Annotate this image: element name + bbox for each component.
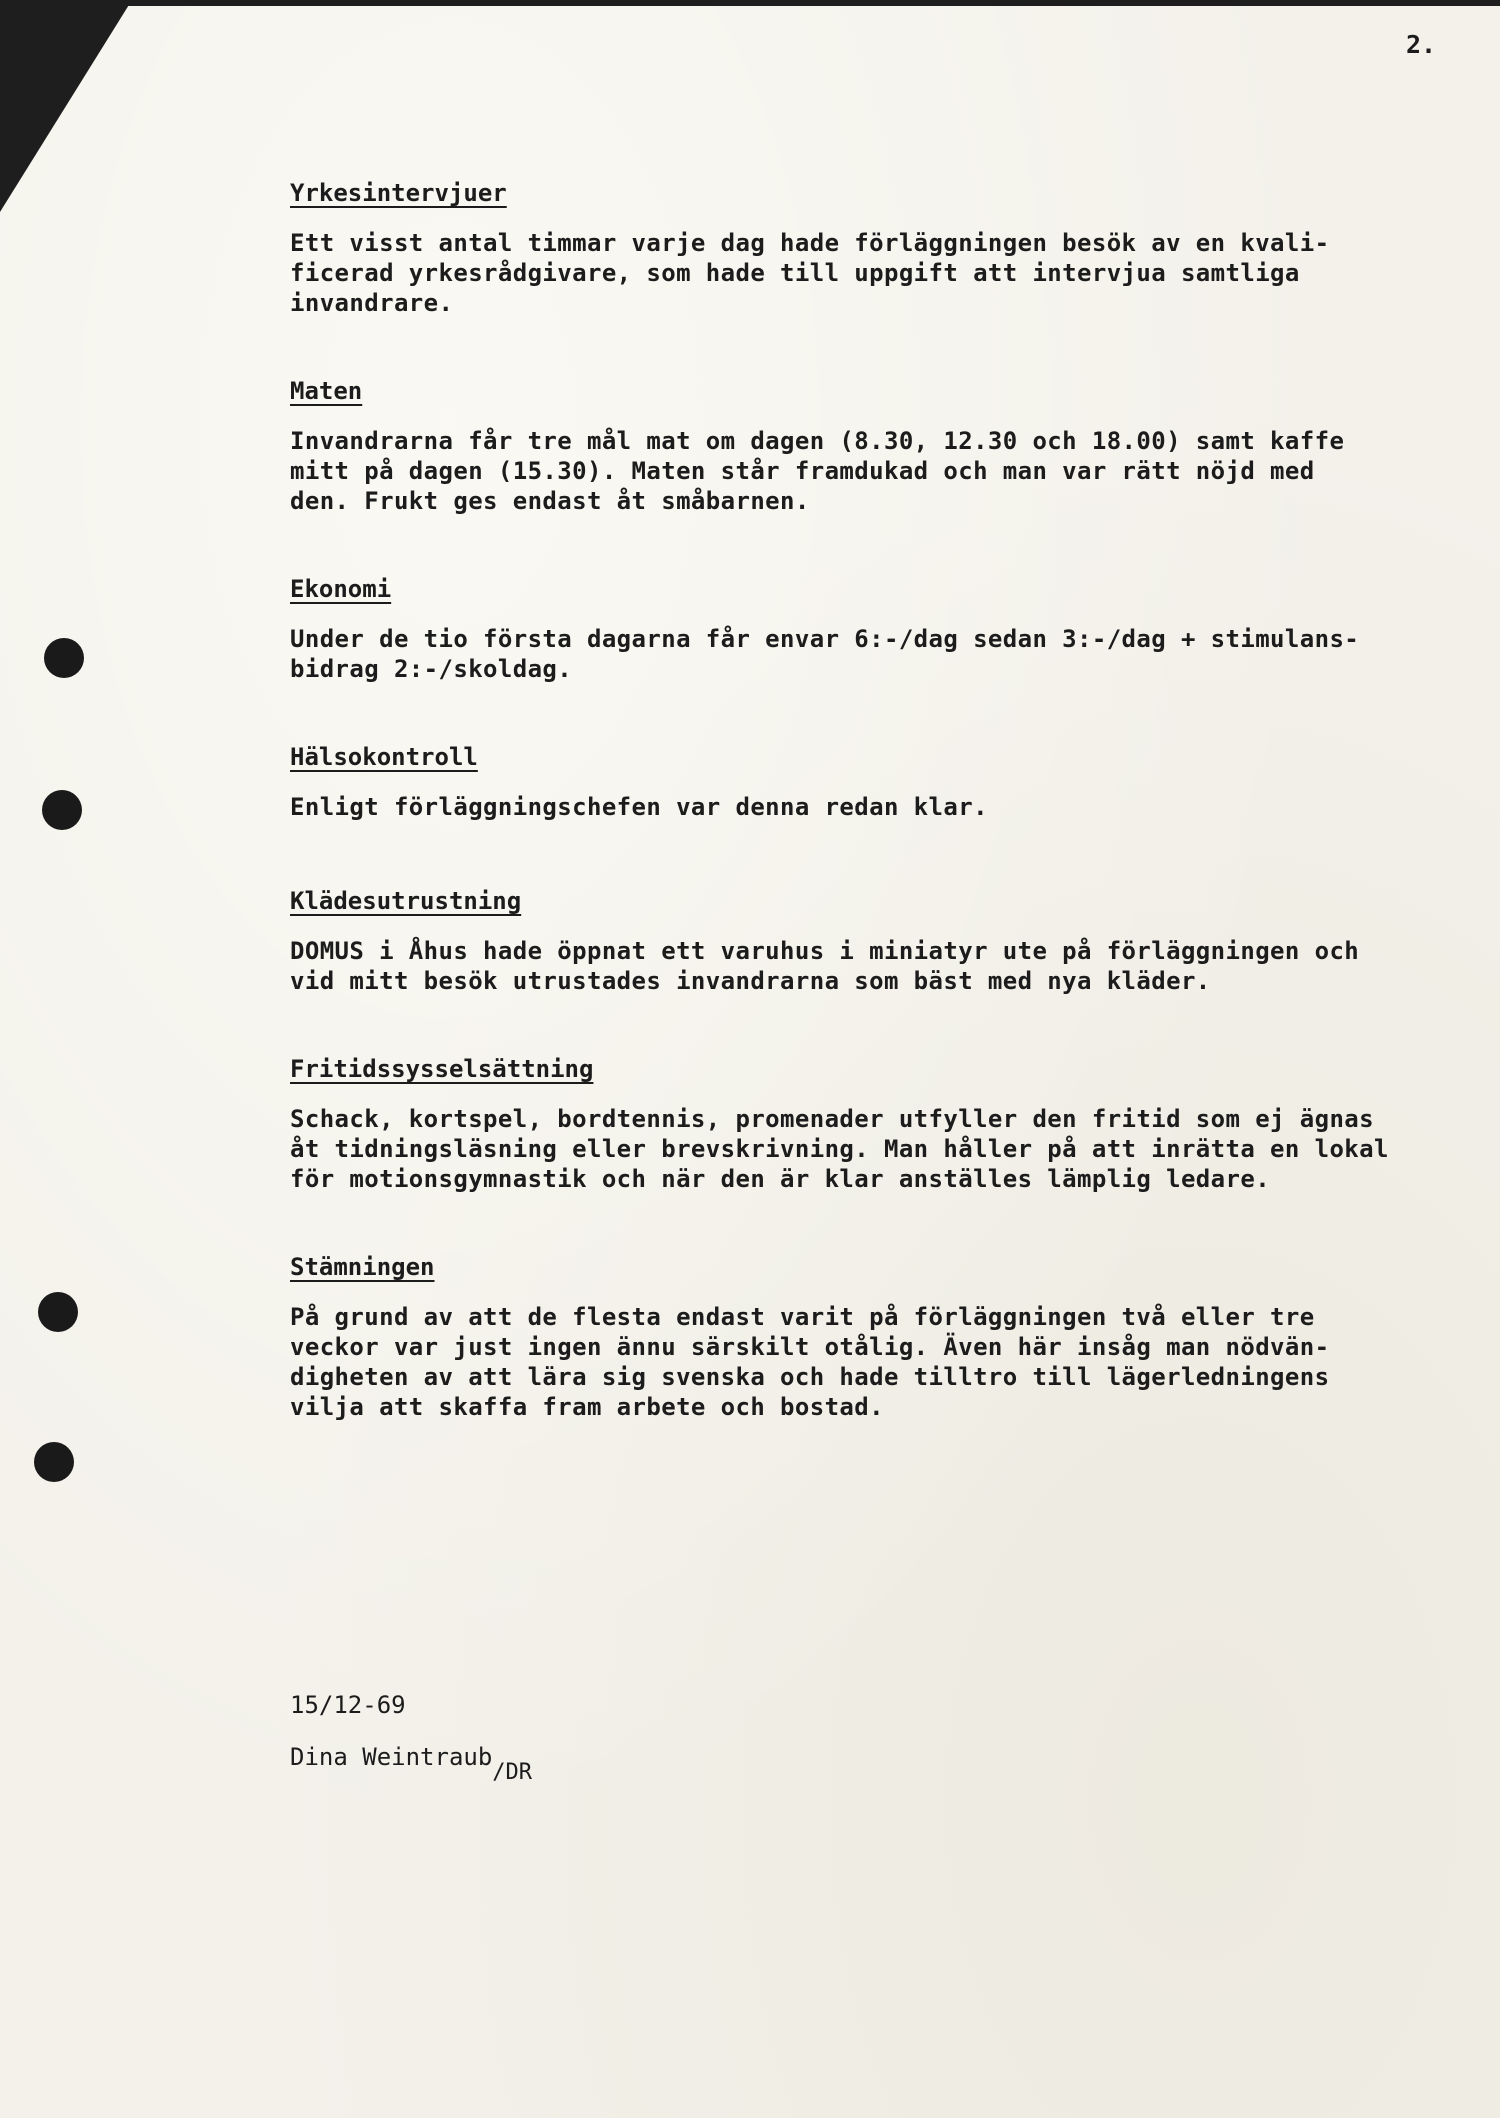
punch-hole	[44, 638, 84, 678]
section-heading: Klädesutrustning	[290, 887, 522, 915]
section-heading: Stämningen	[290, 1253, 435, 1281]
punch-hole	[34, 1442, 74, 1482]
section-kladesutrustning	[290, 884, 1440, 996]
section-text: Under de tio första dagarna får envar 6:-/dag sedan 3:-/dag + stimulans- bidrag 2:-/skoldag.	[290, 625, 1360, 683]
section-text: Schack, kortspel, bordtennis, promenader utfyller den fritid som ej ägnas åt tidningsläsning eller brevskrivning. Man håller på att inrätta en lokal för motionsgymnastik och när den är klar anställes lämplig ledare.	[290, 1105, 1389, 1193]
punch-hole	[38, 1292, 78, 1332]
section-heading: Maten	[290, 377, 363, 405]
section-text: Invandrarna får tre mål mat om dagen (8.30, 12.30 och 18.00) samt kaffe mitt på dagen (15.30). Maten står framdukad och man var rätt nöjd med den. Frukt ges endast åt småbarnen.	[290, 427, 1345, 515]
section-maten	[290, 374, 1440, 516]
section-text: DOMUS i Åhus hade öppnat ett varuhus i miniatyr ute på förläggningen och vid mitt besök utrustades invandrarna som bäst med nya kläder.	[290, 937, 1360, 995]
signature-name: Dina Weintraub	[290, 1743, 493, 1771]
signature-initials: /DR	[492, 1760, 533, 1785]
section-yrkesintervjuer	[290, 176, 1440, 318]
section-halsokontroll	[290, 740, 1440, 822]
section-heading: Hälsokontroll	[290, 743, 478, 771]
scan-top-edge	[0, 0, 1500, 6]
signature-date: 15/12-69	[290, 1691, 406, 1719]
punch-hole	[42, 790, 82, 830]
section-text: Enligt förläggningschefen var denna redan klar.	[290, 793, 988, 821]
folded-corner	[0, 0, 132, 212]
section-text: På grund av att de flesta endast varit på förläggningen två eller tre veckor var just ingen ännu särskilt otålig. Även här insåg man nödvän- digheten av att lära sig svenska och hade tilltro till lägerledningens vilja att skaffa fram arbete och bostad.	[290, 1303, 1330, 1421]
section-ekonomi	[290, 572, 1440, 684]
section-heading: Yrkesintervjuer	[290, 179, 507, 207]
section-stamningen	[290, 1250, 1440, 1422]
section-fritidssysselsattning	[290, 1052, 1440, 1194]
section-text: Ett visst antal timmar varje dag hade förläggningen besök av en kvali- ficerad yrkesrådgivare, som hade till uppgift att intervjua samtliga invandrare.	[290, 229, 1330, 317]
signature-line	[290, 1742, 533, 1785]
section-heading: Fritidssysselsättning	[290, 1055, 594, 1083]
signature-block	[290, 1690, 533, 1785]
section-heading: Ekonomi	[290, 575, 392, 603]
page-number: 2.	[1406, 30, 1437, 59]
document-body	[290, 176, 1440, 1422]
